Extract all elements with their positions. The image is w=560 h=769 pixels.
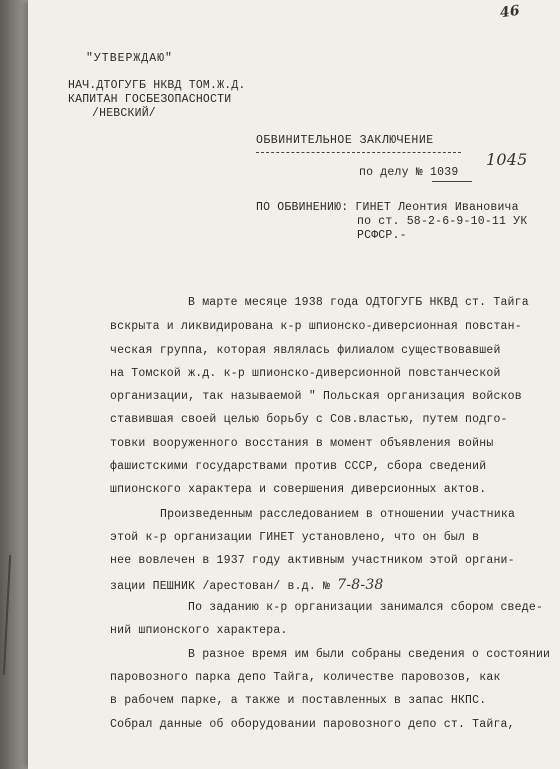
body-line-text: зации ПЕШНИК /арестован/ в.д. № bbox=[110, 580, 331, 593]
case-number-line bbox=[359, 166, 458, 179]
body-line: ний шпионского характера. bbox=[110, 624, 288, 637]
body-line: В разное время им были собраны сведения о состоянии bbox=[188, 648, 551, 661]
charge-line-3: РСФСР.- bbox=[357, 229, 407, 242]
body-line: паровозного парка депо Тайга, количестве паровозов, как bbox=[110, 671, 501, 684]
body-line: ставившая своей целью борьбу с Сов.властью, путем подго- bbox=[110, 413, 508, 426]
body-line bbox=[110, 577, 384, 593]
case-number-handwritten: 1045 bbox=[486, 150, 528, 169]
body-line: Собрал данные об оборудовании паровозного депо ст. Тайга, bbox=[110, 718, 515, 731]
body-line: шпионского характера и совершения диверсионных актов. bbox=[110, 483, 487, 496]
charge-line-2: по ст. 58-2-6-9-10-11 УК bbox=[357, 215, 528, 228]
body-line: По заданию к-р организации занимался сбором сведе- bbox=[188, 601, 544, 614]
case-label: по делу № bbox=[359, 166, 423, 179]
body-line: нее вовлечен в 1937 году активным участником этой органи- bbox=[110, 554, 515, 567]
header-line-1: НАЧ.ДТОГУГБ НКВД ТОМ.Ж.Д. bbox=[68, 79, 246, 92]
approval-stamp-text: "УТВЕРЖДАЮ" bbox=[86, 52, 173, 65]
document-title: ОБВИНИТЕЛЬНОЕ ЗАКЛЮЧЕНИЕ bbox=[256, 134, 434, 147]
body-line: Произведенным расследованием в отношении участника bbox=[160, 508, 516, 521]
body-line: товки вооруженного восстания в момент объявления войны bbox=[110, 437, 494, 450]
body-line: на Томской ж.д. к-р шпионско-диверсионной повстанческой bbox=[110, 367, 501, 380]
header-line-2: КАПИТАН ГОСБЕЗОПАСНОСТИ bbox=[68, 93, 232, 106]
handwritten-case-date: 7-8-38 bbox=[337, 577, 384, 593]
body-line: вскрыта и ликвидирована к-р шпионско-диверсионная повстан- bbox=[110, 320, 522, 333]
body-line: фашистскими государствами против СССР, сбора сведений bbox=[110, 460, 487, 473]
body-line: этой к-р организации ГИНЕТ установлено, что он был в bbox=[110, 531, 480, 544]
page-number-handwritten: 46 bbox=[498, 2, 521, 22]
charge-line-1: ПО ОБВИНЕНИЮ: ГИНЕТ Леонтия Ивановича bbox=[256, 201, 519, 214]
title-underline bbox=[256, 152, 461, 153]
case-number: 1039 bbox=[430, 166, 459, 179]
header-line-3: /НЕВСКИЙ/ bbox=[92, 107, 156, 120]
case-number-underline bbox=[432, 181, 472, 182]
body-line: ческая группа, которая являлась филиалом существовавшей bbox=[110, 344, 501, 357]
body-line: В марте месяце 1938 года ОДТОГУГБ НКВД ст. Тайга bbox=[188, 296, 529, 309]
body-line: организации, так называемой " Польская организация войсков bbox=[110, 390, 522, 403]
document-page bbox=[28, 0, 560, 769]
body-line: в рабочем парке, а также и поставленных в запас НКПС. bbox=[110, 694, 487, 707]
